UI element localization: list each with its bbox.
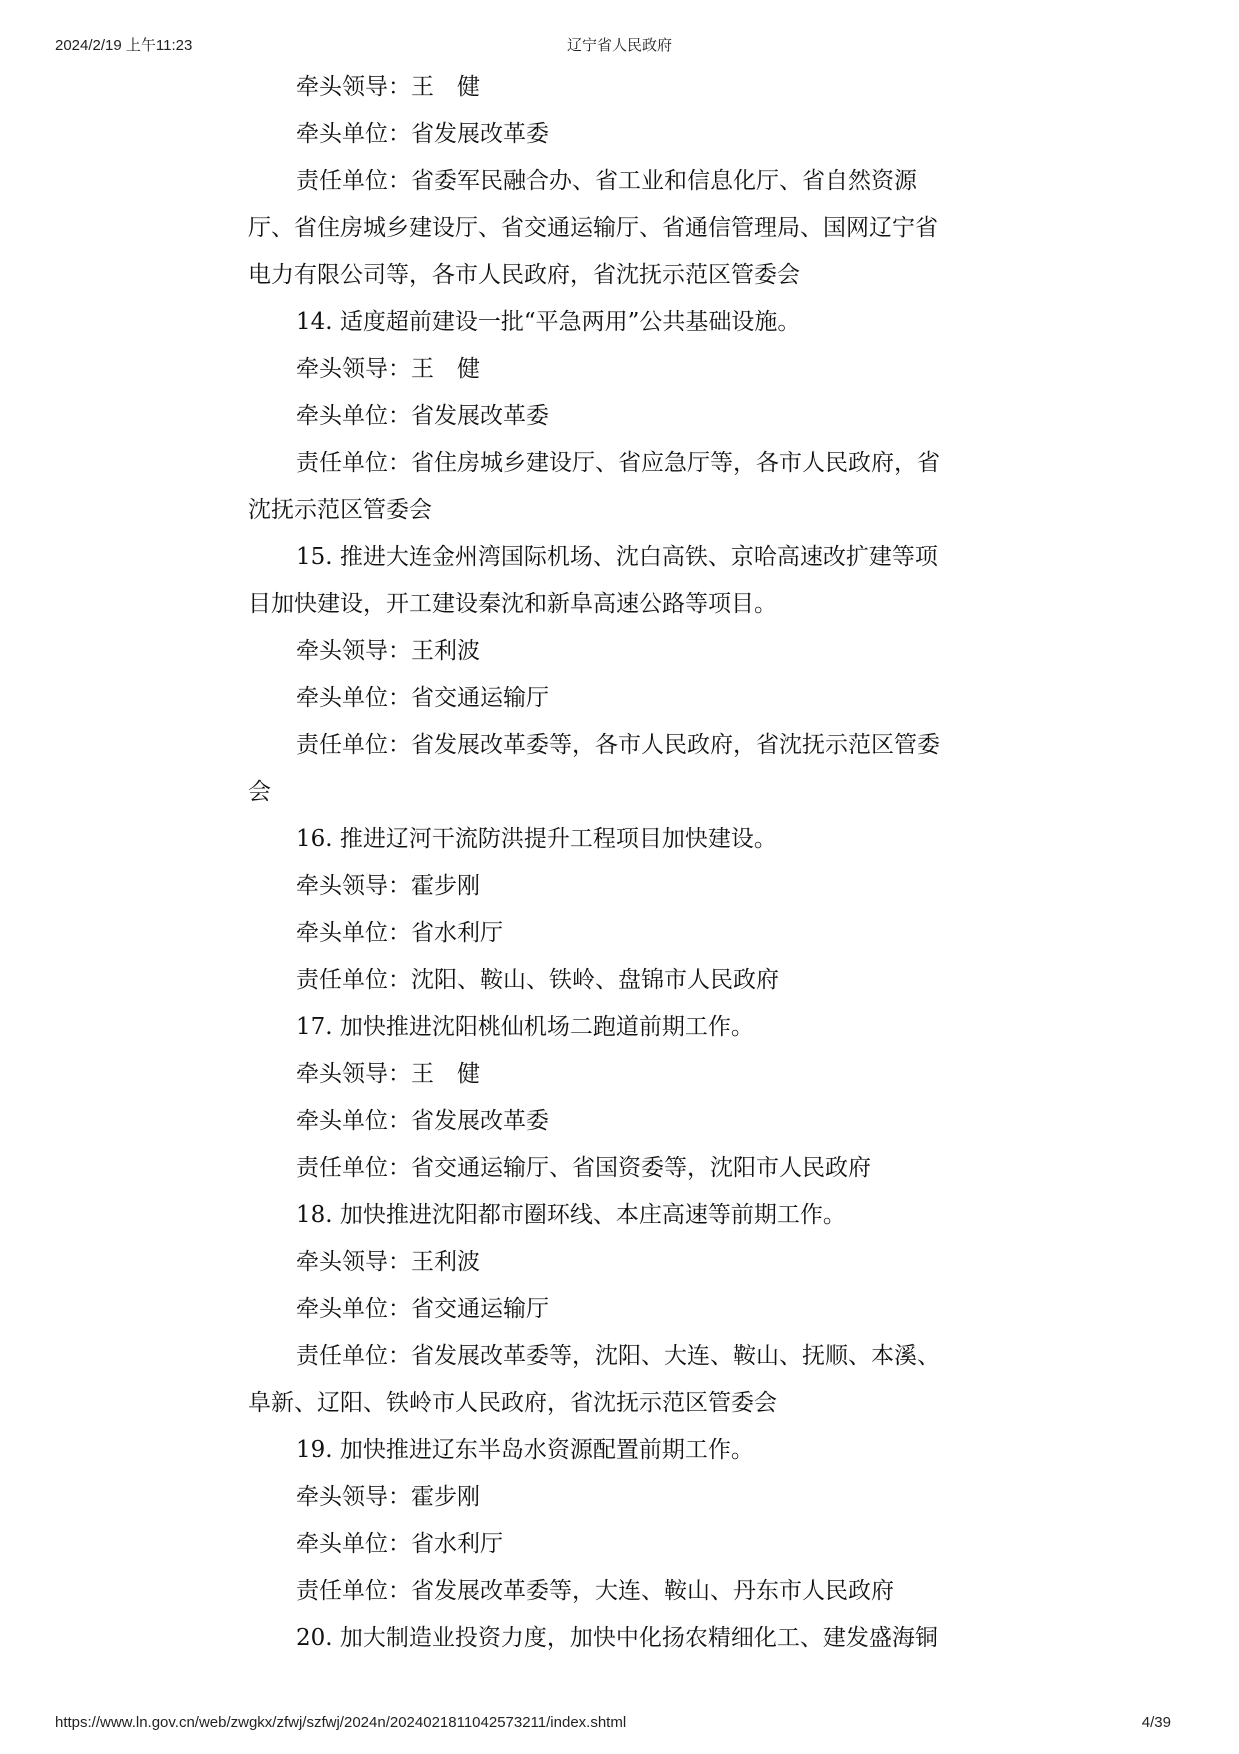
body-line: 牵头单位：省发展改革委 [296,1108,549,1134]
body-line: 牵头单位：省水利厅 [296,920,503,946]
body-line: 电力有限公司等，各市人民政府，省沈抚示范区管委会 [248,262,800,288]
body-line: 牵头领导：王 健 [296,74,480,100]
body-line: 责任单位：省发展改革委等，各市人民政府，省沈抚示范区管委 [296,732,940,758]
body-line: 目加快建设，开工建设秦沈和新阜高速公路等项目。 [248,591,777,617]
body-line: 18. 加快推进沈阳都市圈环线、本庄高速等前期工作。 [296,1202,846,1228]
body-line: 牵头单位：省发展改革委 [296,403,549,429]
body-line: 16. 推进辽河干流防洪提升工程项目加快建设。 [296,826,777,852]
page-url: https://www.ln.gov.cn/web/zwgkx/zfwj/szfwj/2024n/2024021811042573211/index.shtml [55,1714,627,1731]
body-line: 会 [248,779,271,805]
body-line: 20. 加大制造业投资力度，加快中化扬农精细化工、建发盛海铜 [296,1625,938,1651]
body-line: 责任单位：省委军民融合办、省工业和信息化厅、省自然资源 [296,168,917,194]
body-line: 牵头单位：省水利厅 [296,1531,503,1557]
body-line: 牵头领导：王利波 [296,638,480,664]
body-line: 15. 推进大连金州湾国际机场、沈白高铁、京哈高速改扩建等项 [296,544,938,570]
body-line: 牵头领导：霍步刚 [296,1484,480,1510]
body-line: 17. 加快推进沈阳桃仙机场二跑道前期工作。 [296,1014,754,1040]
body-line: 牵头单位：省交通运输厅 [296,685,549,711]
print-datetime: 2024/2/19 上午11:23 [55,37,193,54]
body-line: 责任单位：沈阳、鞍山、铁岭、盘锦市人民政府 [296,967,779,993]
body-line: 厅、省住房城乡建设厅、省交通运输厅、省通信管理局、国网辽宁省 [248,215,938,241]
body-line: 责任单位：省发展改革委等，大连、鞍山、丹东市人民政府 [296,1578,894,1604]
body-line: 牵头单位：省交通运输厅 [296,1296,549,1322]
body-line: 牵头领导：王 健 [296,1061,480,1087]
body-line: 14. 适度超前建设一批“平急两用”公共基础设施。 [296,309,801,335]
page-header-title: 辽宁省人民政府 [566,37,672,54]
body-line: 19. 加快推进辽东半岛水资源配置前期工作。 [296,1437,754,1463]
body-line: 牵头领导：霍步刚 [296,873,480,899]
body-line: 责任单位：省交通运输厅、省国资委等，沈阳市人民政府 [296,1155,871,1181]
body-line: 责任单位：省发展改革委等，沈阳、大连、鞍山、抚顺、本溪、 [296,1343,940,1369]
body-line: 责任单位：省住房城乡建设厅、省应急厅等，各市人民政府，省 [296,450,940,476]
body-line: 牵头单位：省发展改革委 [296,121,549,147]
body-line: 沈抚示范区管委会 [248,497,432,523]
body-line: 牵头领导：王 健 [296,356,480,382]
body-line: 阜新、辽阳、铁岭市人民政府，省沈抚示范区管委会 [248,1390,777,1416]
page-number: 4/39 [1141,1714,1171,1731]
document-body [248,64,1008,1662]
body-line: 牵头领导：王利波 [296,1249,480,1275]
